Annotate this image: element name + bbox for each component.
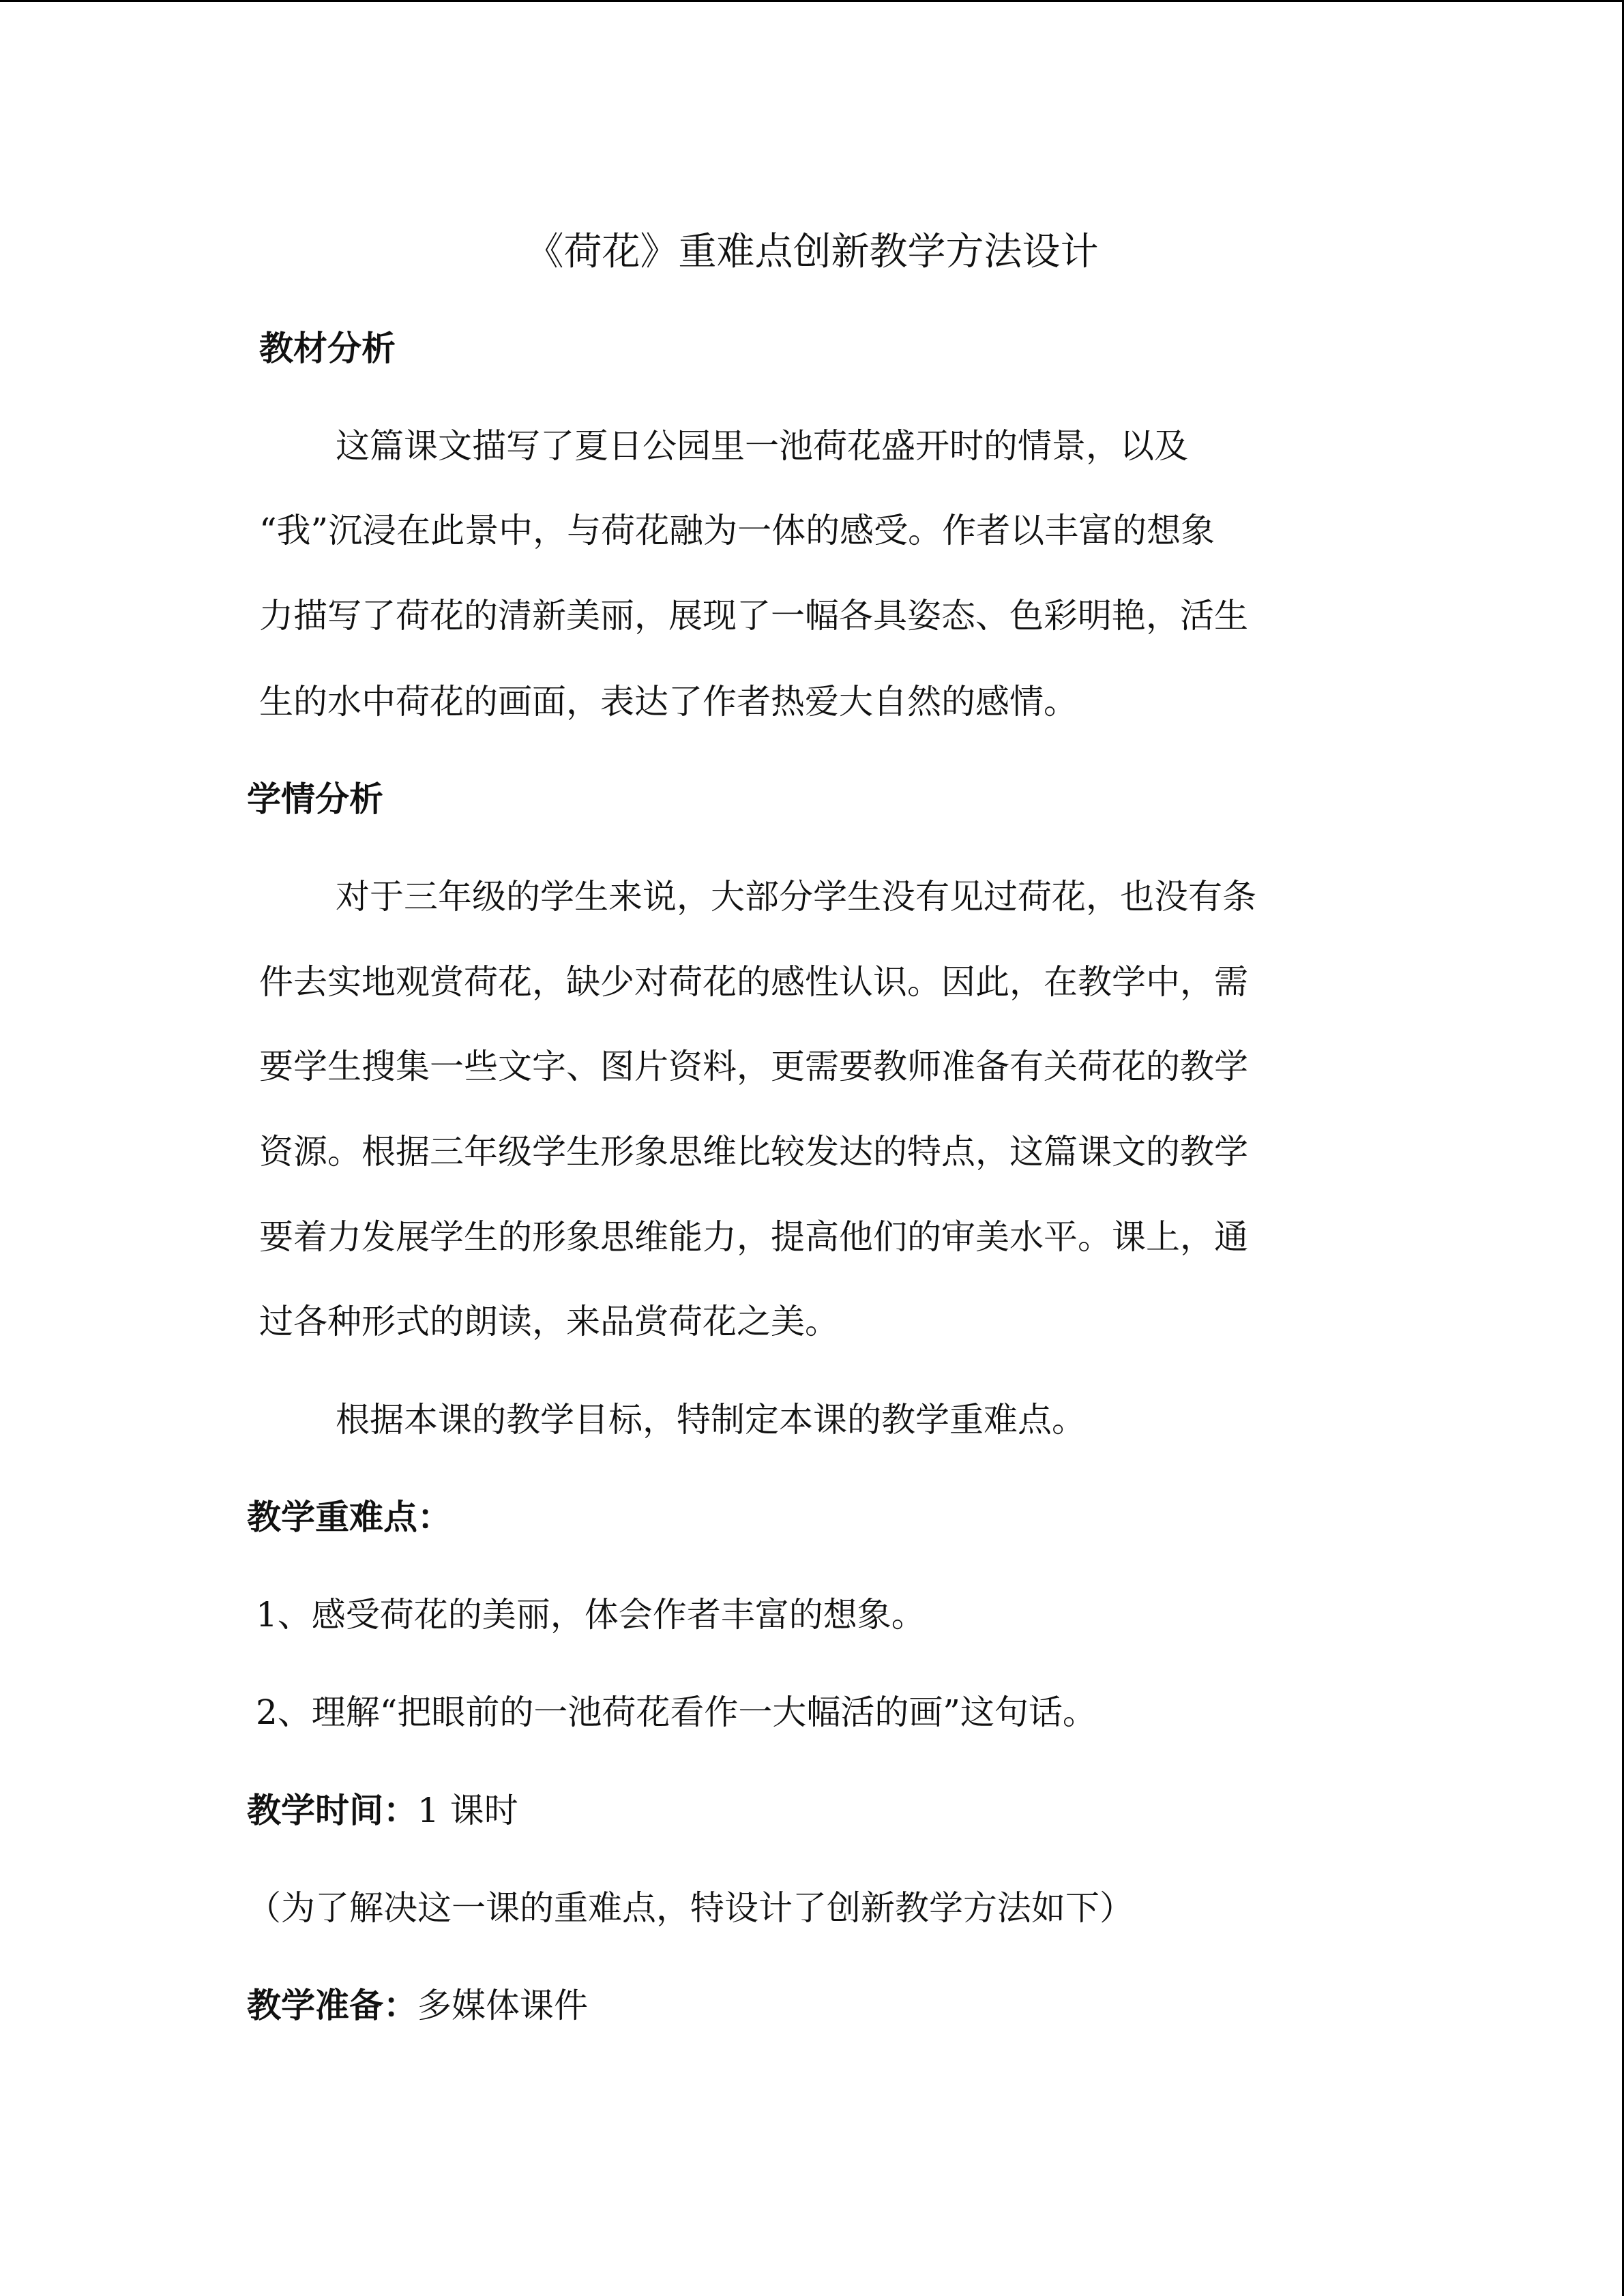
students-paragraph-line-5: 要着力发展学生的形象思维能力，提高他们的审美水平。课上，通 xyxy=(259,1217,1248,1257)
design-note: （为了解决这一课的重难点，特设计了创新教学方法如下） xyxy=(247,1888,1134,1928)
teaching-prep-value: 多媒体课件 xyxy=(417,1986,588,2025)
teaching-prep-label: 教学准备： xyxy=(247,1986,417,2025)
teaching-time-value: 1 课时 xyxy=(417,1791,518,1830)
document-title: 《荷花》重难点创新教学方法设计 xyxy=(525,230,1099,274)
key-point-item-2: 2、理解“把眼前的一池荷花看作一大幅活的画”这句话。 xyxy=(256,1693,1097,1732)
material-paragraph-line-4: 生的水中荷花的画面，表达了作者热爱大自然的感情。 xyxy=(259,682,1078,721)
heading-key-difficult-points: 教学重难点： xyxy=(247,1497,452,1537)
key-point-item-1: 1、感受荷花的美丽，体会作者丰富的想象。 xyxy=(256,1595,926,1635)
students-paragraph-line-6: 过各种形式的朗读，来品赏荷花之美。 xyxy=(259,1302,839,1341)
teaching-time-row xyxy=(247,1787,518,1834)
heading-student-analysis: 学情分析 xyxy=(247,779,383,819)
students-paragraph-line-4: 资源。根据三年级学生形象思维比较发达的特点，这篇课文的教学 xyxy=(259,1132,1248,1172)
material-paragraph-line-2: “我”沉浸在此景中，与荷花融为一体的感受。作者以丰富的想象 xyxy=(259,511,1215,550)
teaching-time-label: 教学时间： xyxy=(247,1791,417,1830)
students-paragraph-line-1: 对于三年级的学生来说，大部分学生没有见过荷花，也没有条 xyxy=(336,877,1256,916)
students-closing-sentence: 根据本课的教学目标，特制定本课的教学重难点。 xyxy=(336,1400,1086,1440)
students-paragraph-line-2: 件去实地观赏荷花，缺少对荷花的感性认识。因此，在教学中，需 xyxy=(259,962,1248,1002)
teaching-prep-row xyxy=(247,1982,588,2029)
top-border-line xyxy=(0,0,1624,2)
students-paragraph-line-3: 要学生搜集一些文字、图片资料，更需要教师准备有关荷花的教学 xyxy=(259,1047,1248,1086)
heading-material-analysis: 教材分析 xyxy=(259,329,396,368)
material-paragraph-line-1: 这篇课文描写了夏日公园里一池荷花盛开时的情景，以及 xyxy=(336,426,1188,466)
material-paragraph-line-3: 力描写了荷花的清新美丽，展现了一幅各具姿态、色彩明艳，活生 xyxy=(259,596,1248,636)
